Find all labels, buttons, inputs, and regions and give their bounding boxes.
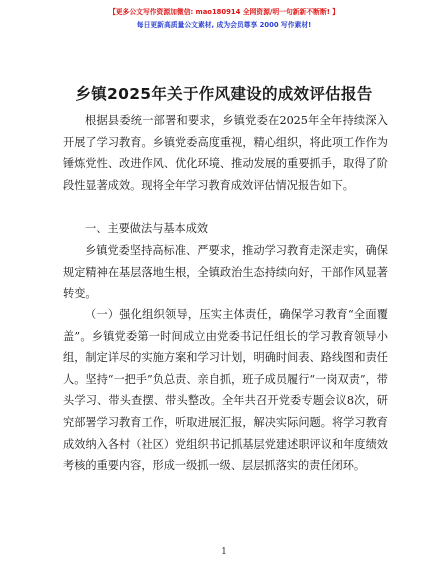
promo-banner (0, 6, 448, 32)
section-summary-paragraph (63, 240, 388, 305)
paragraph-text: （一）强化组织领导，压实主体责任，确保学习教育“全面覆盖”。乡镇党委第一时间成立由党委书记任组长的学习教育领导小组，制定详尽的实施方案和学习计划，明确时间表、路线图和责任人。坚持“一把手”负总责、亲自抓，班子成员履行“一岗双责”，带头学习、带头查摆、带头整改。全年共召开党委专题会议8次，研究部署学习教育工作，听取进展汇报，解决实际问题。将学习教育成效纳入各村（社区）党组织书记抓基层党建述职评议和年度绩效考核的重要内容，形成一级抓一级、层层抓落实的责任闭环。 (63, 308, 388, 473)
section-heading (63, 218, 388, 240)
page-number: 1 (221, 547, 227, 557)
document-title: 乡镇2025年关于作风建设的成效评估报告 (75, 85, 373, 103)
paragraph-text: 乡镇党委坚持高标准、严要求，推动学习教育走深走实，确保规定精神在基层落地生根，全镇政治生态持续向好，干部作风显著转变。 (63, 244, 388, 301)
promo-banner-line-2: 每日更新高质量公文素材, 成为会员尊享 2000 写作素材! (136, 21, 312, 29)
section-heading-text: 一、主要做法与基本成效 (85, 222, 209, 235)
subsection-paragraph (63, 304, 388, 477)
promo-banner-line-1: 【更多公文写作资源加微信: mao180914 全网资源/明一句新新不断断! 】 (108, 8, 340, 16)
paragraph-text: 根据县委统一部署和要求，乡镇党委在2025年全年持续深入开展了学习教育。乡镇党委高度重视，精心组织，将此项工作作为锤炼党性、改进作风、优化环境、推动发展的重要抓手，取得了阶段性显著成效。现将全年学习教育成效评估情况报告如下。 (63, 114, 388, 192)
intro-paragraph (63, 110, 388, 196)
